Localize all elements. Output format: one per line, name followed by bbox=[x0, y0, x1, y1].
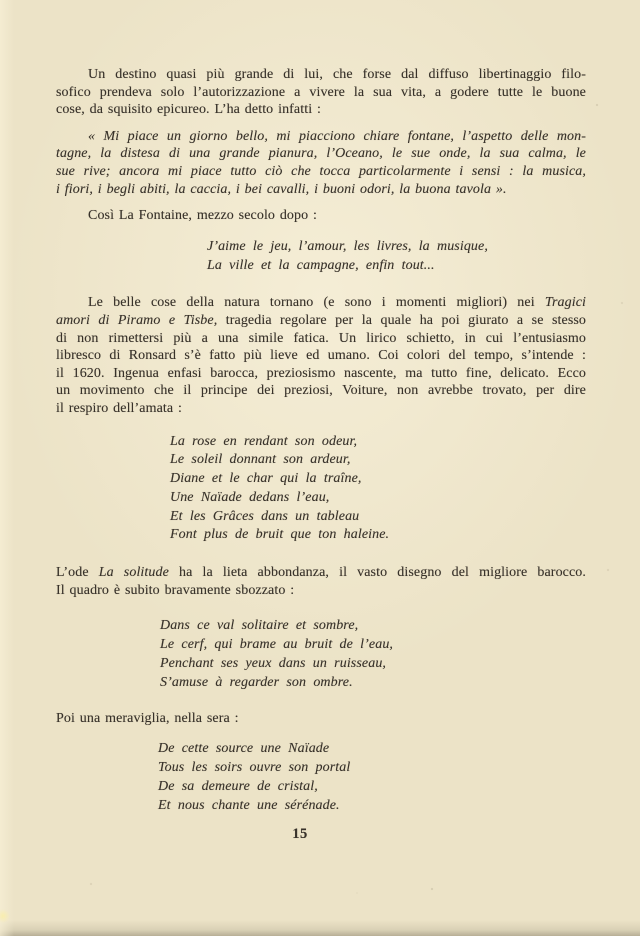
verse-line: Font plus de bruit que ton haleine. bbox=[170, 527, 390, 543]
book-title-segment: La solitude bbox=[98, 565, 169, 581]
meraviglia-intro bbox=[56, 710, 586, 728]
verse-line: De cette source une Naïade bbox=[158, 741, 330, 757]
verse-line: S’amuse à regarder son ombre. bbox=[160, 674, 353, 690]
text-line: libresco di Ronsard s’è fatto più lieve ed umano. Coi colori del tempo, s’intende : bbox=[56, 348, 586, 364]
verse-line: Penchant ses yeux dans un ruisseau, bbox=[160, 656, 387, 672]
verse-line: Diane et le char qui la traîne, bbox=[170, 471, 362, 487]
text-line: Il quadro è subito bravamente sbozzato : bbox=[56, 582, 295, 598]
text-line: Un destino quasi più grande di lui, che forse dal diffuso libertinaggio filo- bbox=[88, 67, 586, 82]
naiade-verse bbox=[56, 740, 586, 815]
la-fontaine-intro bbox=[56, 207, 586, 225]
book-title-segment: Tragici bbox=[544, 295, 586, 311]
verse-line: La ville et la campagne, enfin tout... bbox=[207, 257, 435, 273]
text-line: cose, da squisito epicureo. L’ha detto infatti : bbox=[56, 102, 322, 118]
text-line: Così La Fontaine, mezzo secolo dopo : bbox=[88, 208, 318, 224]
page-number: 15 bbox=[292, 826, 308, 843]
verse-line: J’aime le jeu, l’amour, les livres, la musique, bbox=[207, 238, 488, 254]
text-line: il respiro dell’amata : bbox=[56, 400, 183, 416]
tragici-paragraph bbox=[56, 294, 586, 417]
verse-line: Le cerf, qui brame au bruit de l’eau, bbox=[160, 637, 394, 653]
verse-line: Tous les soirs ouvre son portal bbox=[158, 760, 351, 776]
text-line: Poi una meraviglia, nella sera : bbox=[56, 710, 239, 726]
quote-line: sue rive; ancora mi piace tutto ciò che tocca particolarmente i sensi : la musica, bbox=[56, 163, 586, 179]
text-segment: L’ode bbox=[56, 565, 99, 581]
quote-line: tagne, la distesa di una grande pianura, l’Oceano, le sue onde, la sua calma, le bbox=[56, 146, 586, 162]
text-line: di non rimettersi più a una simile fatica. Un lirico schietto, in cui l’entusiasmo bbox=[56, 330, 586, 346]
verse-line: Dans ce val solitaire et sombre, bbox=[160, 618, 359, 634]
text-line: un movimento che il principe dei preziosi, Voiture, non avrebbe trovato, per dire bbox=[56, 383, 586, 399]
text-segment: Le belle cose della natura tornano (e sono i momenti migliori) nei bbox=[88, 295, 545, 311]
verse-line: Et les Grâces dans un tableau bbox=[170, 508, 360, 524]
text-block bbox=[56, 66, 586, 843]
verse-line: Et nous chante une sérénade. bbox=[158, 797, 340, 813]
cerf-verse bbox=[56, 617, 586, 692]
voiture-verse bbox=[56, 433, 586, 546]
la-fontaine-verse bbox=[56, 238, 586, 276]
verse-line: Une Naïade dedans l’eau, bbox=[170, 489, 330, 505]
quote-line: i fiori, i begli abiti, la caccia, i bei cavalli, i buoni odori, la buona tavola ». bbox=[56, 181, 507, 197]
text-segment: tragedia regolare per la quale ha poi giurato a se stesso bbox=[217, 312, 587, 328]
book-title-segment: amori di Piramo e Tisbe, bbox=[56, 312, 218, 328]
text-line: il 1620. Ingenua enfasi barocca, preziosismo nascente, ma tutto fine, delicato. Ecco bbox=[56, 365, 586, 381]
text-segment: ha la lieta abbondanza, il vasto disegno del migliore barocco. bbox=[168, 565, 587, 581]
text-line: sofico prendeva solo l’autorizzazione a vivere la sua vita, a godere tutte le buone bbox=[56, 84, 586, 100]
verse-line: Le soleil donnant son ardeur, bbox=[170, 452, 351, 468]
verse-line: De sa demeure de cristal, bbox=[158, 778, 318, 794]
saint-evremond-quote bbox=[56, 128, 586, 198]
quote-line: « Mi piace un giorno bello, mi piacciono chiare fontane, l’aspetto delle mon- bbox=[88, 128, 586, 144]
solitude-paragraph bbox=[56, 564, 586, 599]
opening-paragraph bbox=[56, 66, 586, 119]
text-line bbox=[56, 294, 586, 312]
text-line bbox=[56, 564, 586, 582]
text-line bbox=[56, 312, 586, 330]
verse-line: La rose en rendant son odeur, bbox=[170, 433, 358, 449]
